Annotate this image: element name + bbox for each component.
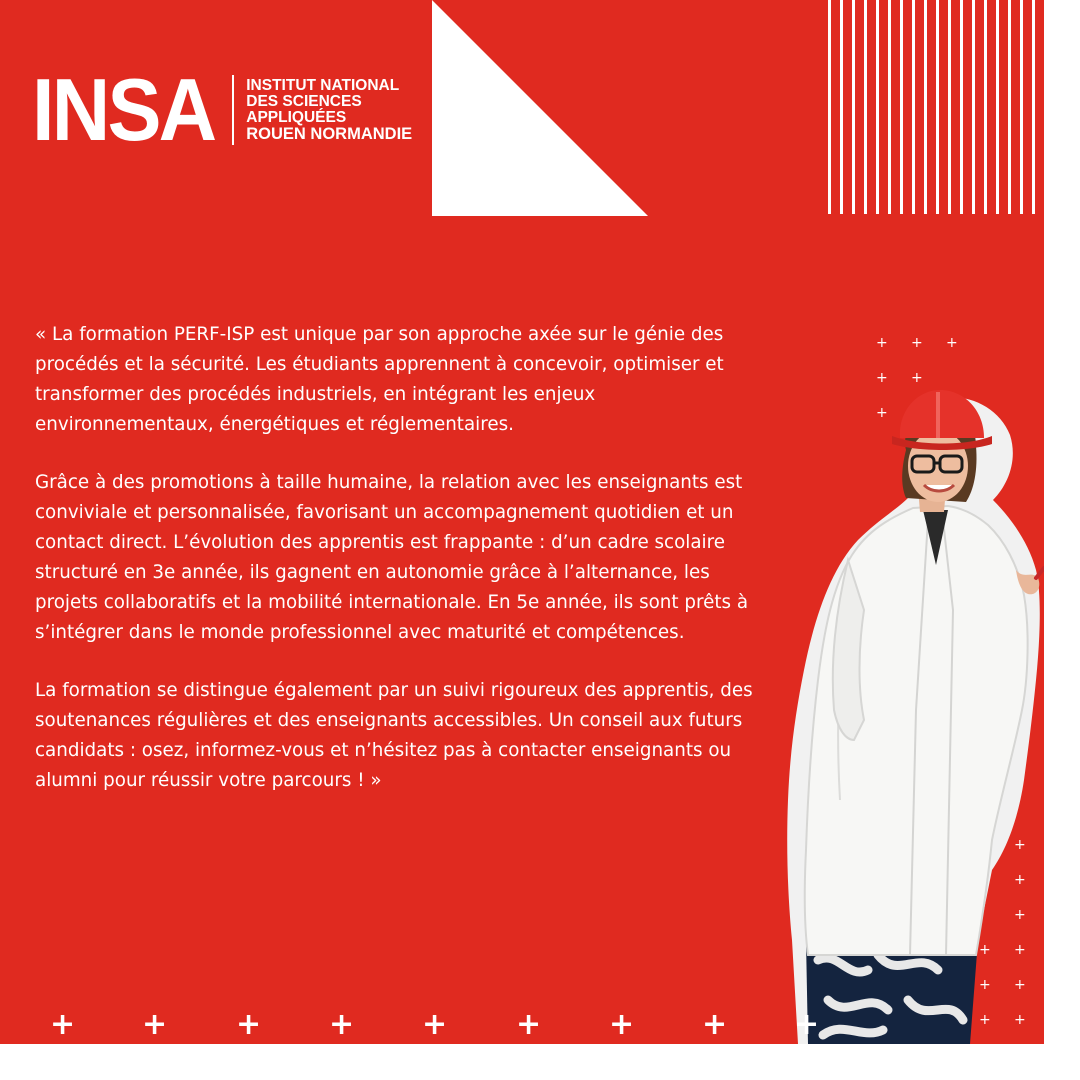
plus-decoration: +	[50, 1007, 76, 1042]
quote-paragraph-2: Grâce à des promotions à taille humaine, la relation avec les enseignants est conviviale et personnalisée, favorisant un accompagnement quotidien et un contact direct. L’évolution des apprentis est frappante : d’un cadre scolaire structuré en 3e année, ils gagnent en autonomie grâce à l’alternance, les projets collaboratifs et la mobilité internationale. En 5e année, ils sont prêts à s’intégrer dans le monde professionnel avec maturité et compétences.	[35, 472, 749, 643]
plus-row-decoration	[0, 1007, 820, 1044]
plus-decoration: +	[1014, 837, 1026, 853]
logo-line-3: APPLIQUÉES	[246, 109, 347, 126]
plus-decoration: +	[979, 1012, 991, 1028]
plus-decoration: +	[236, 1007, 262, 1042]
plus-decoration: +	[142, 1007, 168, 1042]
logo-wordmark	[246, 78, 412, 142]
logo-mark: INSA	[32, 60, 215, 159]
student-photo	[778, 380, 1044, 1044]
plus-decoration: +	[702, 1007, 728, 1042]
plus-decoration: +	[876, 335, 888, 351]
plus-decoration: +	[1014, 977, 1026, 993]
plus-decoration: +	[329, 1007, 355, 1042]
plus-decoration: +	[911, 335, 923, 351]
plus-decoration: +	[1014, 942, 1026, 958]
insa-logo	[32, 60, 413, 159]
plus-decoration: +	[1014, 1012, 1026, 1028]
plus-decoration: +	[876, 405, 888, 421]
plus-decoration: +	[1014, 872, 1026, 888]
plus-decoration: +	[794, 1007, 820, 1042]
logo-line-2: DES SCIENCES	[246, 93, 362, 110]
plus-decoration: +	[946, 335, 958, 351]
plus-decoration: +	[876, 370, 888, 386]
testimonial-quote	[35, 320, 755, 824]
logo-divider	[232, 75, 234, 145]
plus-decoration: +	[516, 1007, 542, 1042]
plus-decoration: +	[609, 1007, 635, 1042]
plus-decoration: +	[422, 1007, 448, 1042]
quote-paragraph-1: « La formation PERF-ISP est unique par son approche axée sur le génie des procédés et la sécurité. Les étudiants apprennent à concevoir, optimiser et transformer des procédés industriels, en intégrant les enjeux environnementaux, énergétiques et réglementaires.	[35, 324, 724, 435]
plus-decoration: +	[979, 977, 991, 993]
plus-decoration: +	[1014, 907, 1026, 923]
logo-line-1: INSTITUT NATIONAL	[246, 77, 400, 94]
white-triangle-decoration	[432, 0, 650, 216]
plus-decoration: +	[979, 942, 991, 958]
quote-paragraph-3: La formation se distingue également par un suivi rigoureux des apprentis, des soutenances régulières et des enseignants accessibles. Un conseil aux futurs candidats : osez, informez-vous et n’hésitez pas à contacter enseignants ou alumni pour réussir votre parcours ! »	[35, 680, 753, 791]
plus-decoration: +	[911, 370, 923, 386]
logo-line-4: ROUEN NORMANDIE	[246, 125, 413, 143]
vertical-stripes-decoration	[826, 0, 1044, 214]
